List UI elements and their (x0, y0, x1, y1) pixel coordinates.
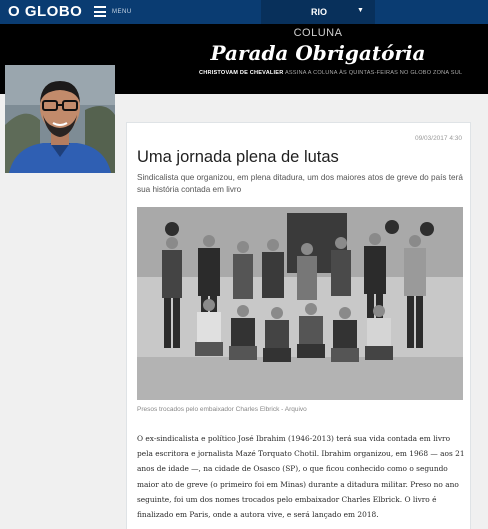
region-label: RIO (311, 7, 328, 17)
article-headline: Uma jornada plena de lutas (137, 148, 339, 166)
article-date: 09/03/2017 4:30 (415, 135, 462, 142)
column-author: CHRISTOVAM DE CHEVALIER (199, 70, 284, 76)
photo-caption: Presos trocados pelo embaixador Charles Elbrick - Arquivo (137, 406, 307, 413)
column-tagline: ASSINA A COLUNA ÀS QUINTAS-FEIRAS NO GLOBO ZONA SUL (284, 70, 463, 76)
article-photo (137, 207, 463, 400)
article-card (126, 122, 471, 529)
column-title[interactable]: Parada Obrigatória (210, 41, 426, 65)
top-bar (0, 0, 488, 24)
author-photo (5, 65, 115, 173)
site-logo[interactable]: O GLOBO (8, 3, 83, 20)
chevron-down-icon: ▼ (357, 7, 364, 14)
hamburger-menu-icon[interactable] (94, 6, 106, 17)
article-deck: Sindicalista que organizou, em plena ditadura, um dos maiores atos de greve do país terá sua história contada em livro (137, 173, 463, 194)
column-byline (199, 70, 462, 76)
article-body: O ex-sindicalista e político José Ibrahim (1946-2013) terá sua vida contada em livro pela escritora e jornalista Mazé Torquato Chotil. Ibrahim organizou, em 1968 — aos 21 anos de idade —, na cidade de Osasco (SP), o que ficou conhecido como o segundo maior ato de greve (o primeiro foi em Minas) durante a ditadura militar. Preso no ano seguinte, foi um dos nomes trocados pelo embaixador Charles Elbrick. O livro é finalizado em Paris, onde a autora vive, e será lançado em 2018. (137, 434, 465, 520)
menu-label[interactable]: MENU (112, 9, 132, 15)
region-selector[interactable] (261, 0, 375, 24)
column-kicker: COLUNA (293, 27, 343, 39)
